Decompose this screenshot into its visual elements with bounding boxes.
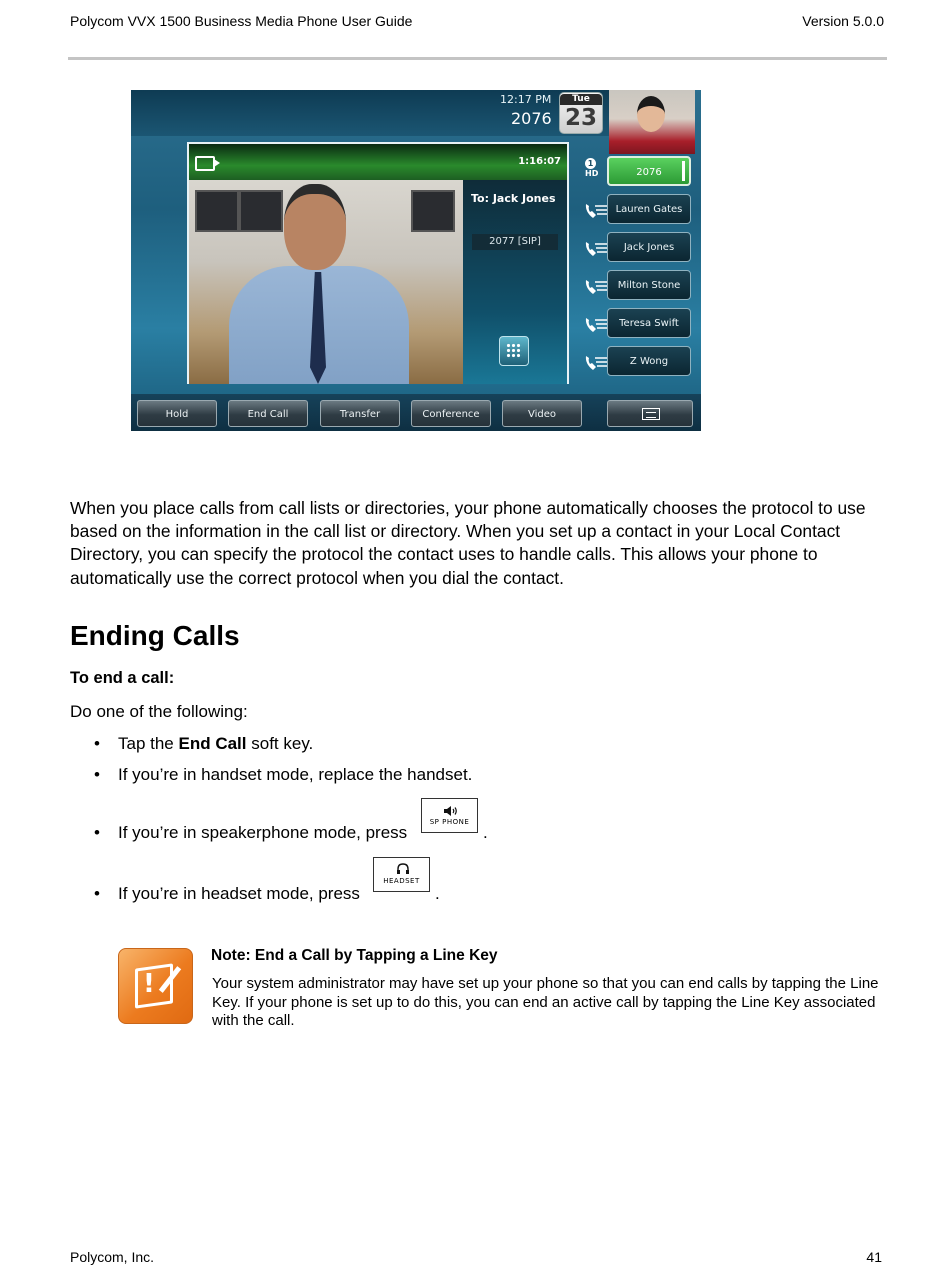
- section-heading: Ending Calls: [70, 620, 240, 651]
- sp-phone-key-label: SP PHONE: [429, 818, 470, 826]
- transfer-soft-key[interactable]: Transfer: [320, 400, 400, 427]
- page-header-title: Polycom VVX 1500 Business Media Phone User Guide: [70, 13, 413, 29]
- sp-phone-key-image: [421, 798, 478, 833]
- background-monitor: [239, 190, 283, 232]
- bullet-headset: If you’re in headset mode, press: [118, 884, 360, 903]
- phone-screen-image: [131, 90, 701, 431]
- header-rule: [68, 57, 887, 60]
- page-number: 41: [866, 1249, 882, 1265]
- handset-icon: [583, 314, 609, 336]
- line-key-contact[interactable]: Jack Jones: [607, 232, 691, 262]
- period: .: [483, 823, 488, 842]
- line-row: [583, 304, 701, 342]
- line-key-contact[interactable]: Z Wong: [607, 346, 691, 376]
- dialpad-button[interactable]: [499, 336, 529, 366]
- background-monitor: [195, 190, 239, 232]
- note-title: Note: End a Call by Tapping a Line Key: [211, 947, 498, 964]
- phone-extension: 2076: [511, 109, 552, 128]
- headset-key-label: HEADSET: [383, 877, 420, 885]
- line-row: [583, 228, 701, 266]
- video-call-window: [187, 142, 569, 384]
- line-row: [583, 152, 701, 190]
- note-body: Your system administrator may have set up your phone so that you can end calls by tapping the Line Key. If your phone is set up to do this, you can end an active call by tapping the Line Key associated with the call.: [212, 975, 879, 1029]
- calendar-day: Tue: [560, 94, 602, 105]
- hold-soft-key[interactable]: Hold: [137, 400, 217, 427]
- line-key-active[interactable]: 2076: [607, 156, 691, 186]
- protocol-paragraph: When you place calls from call lists or directories, your phone automatically chooses the protocol to use based on the information in the call list or directory. When you set up a contact in your Local Contact Directory, you can specify the protocol the contact uses to handle calls. This allows your phone to automatically use the correct protocol when you dial the contact.: [70, 498, 866, 588]
- handset-icon: [583, 238, 609, 260]
- line-row: [583, 266, 701, 304]
- line-key-contact[interactable]: Teresa Swift: [607, 308, 691, 338]
- handset-icon: [583, 200, 609, 222]
- dialpad-icon: [506, 343, 522, 359]
- video-feed: [189, 180, 463, 384]
- video-camera-icon: [195, 156, 215, 171]
- handset-icon: [583, 352, 609, 374]
- call-info-pane: [463, 180, 567, 384]
- bullet-text: soft key.: [246, 734, 314, 753]
- video-call-bar: [189, 144, 567, 180]
- note-icon: [118, 948, 193, 1024]
- bullet-end-call: [118, 734, 313, 754]
- call-timer: 1:16:07: [518, 156, 561, 167]
- bullet-marker: •: [94, 884, 100, 903]
- caller-head: [284, 184, 346, 270]
- footer-company: Polycom, Inc.: [70, 1249, 155, 1265]
- procedure-intro: Do one of the following:: [70, 702, 248, 721]
- bullet-handset: If you’re in handset mode, replace the handset.: [118, 765, 473, 784]
- line-key-contact[interactable]: Milton Stone: [607, 270, 691, 300]
- period: .: [435, 884, 440, 903]
- bullet-marker: •: [94, 823, 100, 842]
- speaker-icon: [443, 805, 459, 817]
- line-key-contact[interactable]: Lauren Gates: [607, 194, 691, 224]
- bullet-marker: •: [94, 765, 100, 784]
- call-number: 2077 [SIP]: [472, 234, 558, 250]
- menu-icon: [642, 408, 660, 420]
- menu-soft-key[interactable]: [607, 400, 693, 427]
- hd-indicator-icon: 1 HD: [585, 159, 599, 178]
- handset-icon: [583, 276, 609, 298]
- line-row: [583, 190, 701, 228]
- call-recipient: To: Jack Jones: [471, 192, 556, 205]
- end-call-key-name: End Call: [178, 734, 247, 753]
- headset-key-image: [373, 857, 430, 892]
- conference-soft-key[interactable]: Conference: [411, 400, 491, 427]
- procedure-title: To end a call:: [70, 669, 175, 687]
- clock-time: 12:17 PM: [500, 93, 552, 106]
- bullet-speakerphone: If you’re in speakerphone mode, press: [118, 823, 408, 842]
- line-keys-column: [583, 152, 701, 380]
- calendar-icon: [559, 92, 603, 134]
- exclamation-mark: !: [143, 969, 155, 999]
- user-avatar: [609, 90, 695, 154]
- page-header-version: Version 5.0.0: [802, 13, 884, 29]
- end-call-soft-key[interactable]: End Call: [228, 400, 308, 427]
- calendar-date: 23: [564, 105, 597, 131]
- avatar-face: [637, 96, 665, 132]
- line-row: [583, 342, 701, 380]
- bullet-text: Tap the: [118, 734, 179, 753]
- bullet-marker: •: [94, 734, 100, 753]
- background-monitor: [411, 190, 455, 232]
- video-soft-key[interactable]: Video: [502, 400, 582, 427]
- headset-icon: [396, 863, 410, 876]
- soft-key-bar: [131, 394, 701, 431]
